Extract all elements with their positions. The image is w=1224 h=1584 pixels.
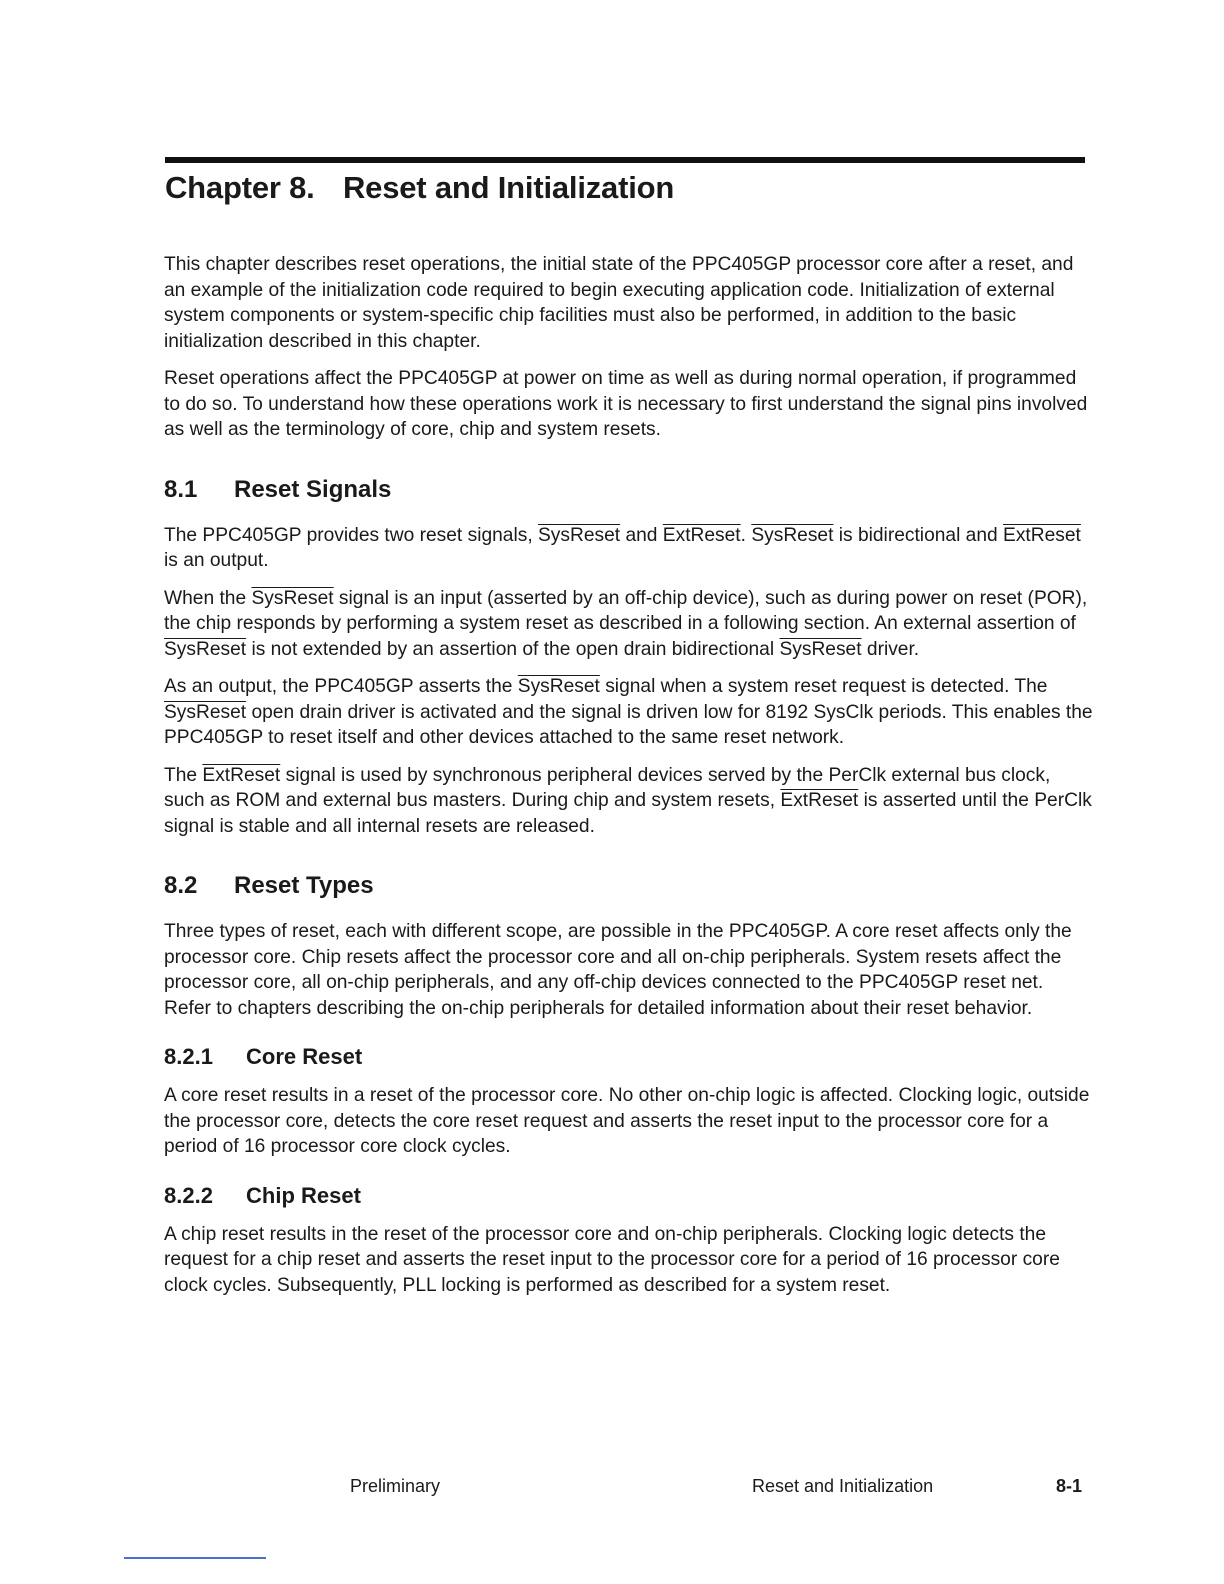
section-8-2-heading (164, 871, 1094, 901)
reset-signals-paragraph-1: The PPC405GP provides two reset signals, SysReset and ExtReset. SysReset is bidirectional and ExtReset is an output. (164, 524, 1081, 571)
footer-chapter-title: Reset and Initialization (752, 1476, 934, 1496)
reset-signals-paragraph-2: When the SysReset signal is an input (asserted by an off-chip device), such as during power on reset (POR), the chip responds by performing a system reset as described in a following section. An external assertion of SysReset is not extended by an assertion of the open drain bidirectional SysReset driver. (164, 587, 1088, 660)
extreset-signal: ExtReset (202, 764, 281, 786)
section-title: Reset Signals (234, 475, 392, 503)
section-8-1-heading (164, 475, 1094, 505)
sysreset-signal: SysReset (538, 524, 621, 546)
sysreset-signal: SysReset (164, 638, 247, 660)
intro-paragraph-1: This chapter describes reset operations, the initial state of the PPC405GP processor core after a reset, and an example of the initialization code required to begin executing application code. Initialization of external system components or system-specific chip facilities must also be performed, in addition to the basic initialization described in this chapter. (164, 254, 1074, 352)
core-reset-paragraph: A core reset results in a reset of the processor core. No other on-chip logic is affected. Clocking logic, outside the processor core, detects the core reset request and asserts the reset input to the processor core for a period of 16 processor core clock cycles. (164, 1085, 1090, 1157)
reset-signals-paragraph-4: The ExtReset signal is used by synchronous peripheral devices served by the PerClk external bus clock, such as ROM and external bus masters. During chip and system resets, ExtReset is asserted until the PerClk signal is stable and all internal resets are released. (164, 764, 1092, 837)
sysreset-signal: SysReset (779, 638, 862, 660)
chapter-rule (165, 157, 1085, 163)
footer-status: Preliminary (350, 1476, 441, 1496)
reset-signals-paragraph-3: As an output, the PPC405GP asserts the SysReset signal when a system reset request is detected. The SysReset open drain driver is activated and the signal is driven low for 8192 SysClk periods. This enables the PPC405GP to reset itself and other devices attached to the same reset network. (164, 676, 1093, 748)
bottom-decorative-line (124, 1557, 266, 1559)
sysreset-signal: SysReset (164, 701, 247, 723)
chip-reset-paragraph: A chip reset results in the reset of the processor core and on-chip peripherals. Clocking logic detects the request for a chip reset and asserts the reset input to the processor core for a period of 16 processor core clock cycles. Subsequently, PLL locking is performed as described for a system reset. (164, 1223, 1060, 1296)
reset-types-paragraph: Three types of reset, each with different scope, are possible in the PPC405GP. A core reset affects only the processor core. Chip resets affect the processor core and all on-chip peripherals. System resets affect the processor core, all on-chip peripherals, and any off-chip devices connected to the PPC405GP reset net. Refer to chapters describing the on-chip peripherals for detailed information about their reset behavior. (164, 921, 1072, 1019)
section-8-2-2-heading (164, 1182, 1094, 1210)
chapter-title (165, 170, 674, 206)
section-number: 8.2.2 (164, 1182, 213, 1208)
section-title: Reset Types (234, 872, 374, 899)
section-title: Core Reset (246, 1044, 363, 1069)
section-number: 8.2 (164, 872, 198, 899)
extreset-signal: ExtReset (662, 524, 741, 546)
intro-paragraph-2: Reset operations affect the PPC405GP at power on time as well as during normal operation, if programmed to do so. To understand how these operations work it is necessary to first understand the signal pins involved as well as the terminology of core, chip and system resets. (164, 368, 1088, 440)
sysreset-signal: SysReset (251, 587, 334, 609)
extreset-signal: ExtReset (780, 790, 859, 811)
sysreset-signal: SysReset (751, 524, 834, 546)
footer-page-number: 8-1 (1056, 1476, 1083, 1496)
chapter-title-text: Reset and Initialization (343, 170, 675, 205)
body-content (164, 252, 1094, 1310)
sysreset-signal: SysReset (517, 676, 600, 697)
section-number: 8.1 (164, 475, 198, 503)
section-title: Chip Reset (246, 1182, 361, 1208)
chapter-number: Chapter 8. (165, 170, 315, 205)
section-8-2-1-heading (164, 1043, 1094, 1071)
section-number: 8.2.1 (164, 1044, 213, 1069)
extreset-signal: ExtReset (1003, 524, 1081, 546)
